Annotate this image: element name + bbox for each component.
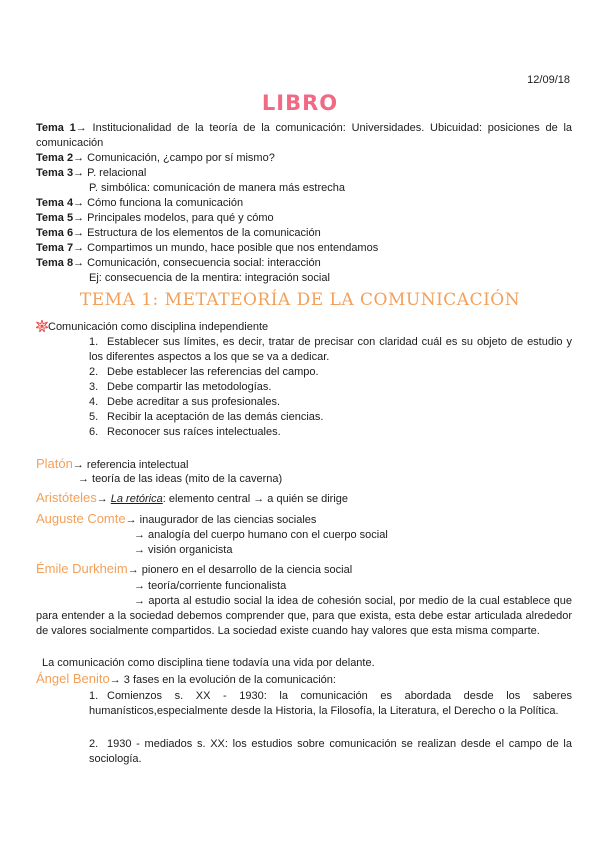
list-text: Reconocer sus raíces intelectuales. — [107, 426, 281, 438]
list-item — [89, 737, 572, 767]
list-item — [89, 335, 572, 365]
disciplina-intro — [36, 320, 268, 335]
author-durkheim — [36, 561, 352, 578]
comunicacion-note: La comunicación como disciplina tiene todavía una vida por delante. — [42, 657, 375, 669]
list-item — [89, 425, 281, 440]
tema-text: → P. relacional — [73, 167, 147, 179]
author-note: → pionero en el desarrollo de la ciencia social — [127, 564, 353, 576]
list-number: 5. — [89, 411, 99, 423]
tema-4 — [36, 196, 243, 211]
tema-label: Tema 6 — [36, 227, 74, 239]
tema-8 — [36, 256, 321, 271]
author-note: → inaugurador de las ciencias sociales — [125, 514, 317, 526]
list-text: Debe acreditar a sus profesionales. — [107, 396, 281, 408]
tema-label: Tema 4 — [36, 197, 74, 209]
burst-icon — [36, 320, 48, 332]
list-number: 2. — [89, 738, 99, 750]
author-note: → 3 fases en la evolución de la comunicación: — [109, 674, 336, 686]
author-comte — [36, 511, 316, 528]
date: 12/09/18 — [527, 74, 570, 86]
tema-5 — [36, 211, 274, 226]
list-number: 2. — [89, 366, 99, 378]
list-text: Debe establecer las referencias del campo. — [107, 366, 319, 378]
tema-text: → Compartimos un mundo, hace posible que nos entendamos — [73, 242, 379, 254]
list-item — [89, 689, 572, 719]
list-text: 1930 - mediados s. XX: los estudios sobre comunicación se realizan desde el campo de la sociología. — [89, 738, 572, 765]
list-item — [89, 410, 323, 425]
tema-label: Tema 7 — [36, 242, 74, 254]
tema-2 — [36, 151, 275, 166]
comte-note-3: → visión organicista — [134, 544, 233, 556]
author-arrow: → — [96, 493, 111, 505]
tema-text: → Comunicación, ¿campo por sí mismo? — [73, 152, 275, 164]
tema-text: → Institucionalidad de la teoría de la comunicación: Universidades. Ubicuidad: posiciones de la comunicación — [36, 122, 573, 149]
list-number: 4. — [89, 396, 99, 408]
page-title: LIBRO — [261, 91, 339, 115]
tema-8-sub: Ej: consecuencia de la mentira: integración social — [89, 272, 330, 284]
author-aristoteles — [36, 490, 348, 507]
list-number: 6. — [89, 426, 99, 438]
tema-3 — [36, 166, 146, 181]
tema-label: Tema 5 — [36, 212, 74, 224]
list-item — [89, 395, 280, 410]
list-text: Establecer sus límites, es decir, tratar de precisar con claridad cuál es su objeto de estudio y los diferentes aspectos a los que se va a dedicar. — [89, 336, 572, 363]
list-text: Debe compartir las metodologías. — [107, 381, 272, 393]
book-title: La retórica — [110, 493, 163, 505]
tema-label: Tema 2 — [36, 152, 74, 164]
tema-text: → Cómo funciona la comunicación — [73, 197, 244, 209]
list-item — [89, 380, 271, 395]
disciplina-intro-text: Comunicación como disciplina independiente — [48, 321, 269, 333]
tema-text: → Principales modelos, para qué y cómo — [73, 212, 274, 224]
durkheim-note-2: → teoría/corriente funcionalista — [134, 580, 287, 592]
author-name: Émile Durkheim — [36, 561, 128, 576]
tema-7 — [36, 241, 378, 256]
list-number: 1. — [89, 690, 99, 702]
section-heading: TEMA 1: METATEORÍA DE LA COMUNICACIÓN — [79, 290, 521, 310]
list-number: 3. — [89, 381, 99, 393]
author-platon — [36, 456, 188, 473]
author-name: Platón — [36, 456, 73, 471]
tema-label: Tema 8 — [36, 257, 74, 269]
tema-6 — [36, 226, 321, 241]
author-benito — [36, 671, 336, 688]
list-item — [89, 365, 319, 380]
durkheim-note-3: → aporta al estudio social la idea de cohesión social, por medio de la cual establece que para entender a la sociedad debemos comprender que, para que exista, esta debe estar articulada alrededor de valores socialmente compartidos. La sociedad existe cuando hay valores que esta misma comparte. — [36, 595, 572, 637]
author-name: Auguste Comte — [36, 511, 126, 526]
author-note: : elemento central → a quién se dirige — [162, 493, 349, 505]
list-text: Recibir la aceptación de las demás ciencias. — [107, 411, 324, 423]
author-name: Aristóteles — [36, 490, 97, 505]
author-name: Ángel Benito — [36, 671, 110, 686]
tema-label: Tema 3 — [36, 167, 74, 179]
platon-note-2: → teoría de las ideas (mito de la caverna) — [78, 473, 283, 485]
tema-text: → Estructura de los elementos de la comunicación — [73, 227, 321, 239]
tema-1 — [36, 121, 572, 151]
author-note: → referencia intelectual — [72, 459, 189, 471]
tema-label: Tema 1 — [36, 122, 76, 134]
comte-note-2: → analogía del cuerpo humano con el cuerpo social — [134, 529, 388, 541]
list-text: Comienzos s. XX - 1930: la comunicación es abordada desde los saberes humanísticos,especialmente desde la Historia, la Filosofía, la Literatura, el Derecho o la Política. — [89, 690, 572, 717]
list-number: 1. — [89, 336, 99, 348]
tema-3-sub: P. simbólica: comunicación de manera más estrecha — [89, 182, 345, 194]
tema-text: → Comunicación, consecuencia social: interacción — [73, 257, 321, 269]
